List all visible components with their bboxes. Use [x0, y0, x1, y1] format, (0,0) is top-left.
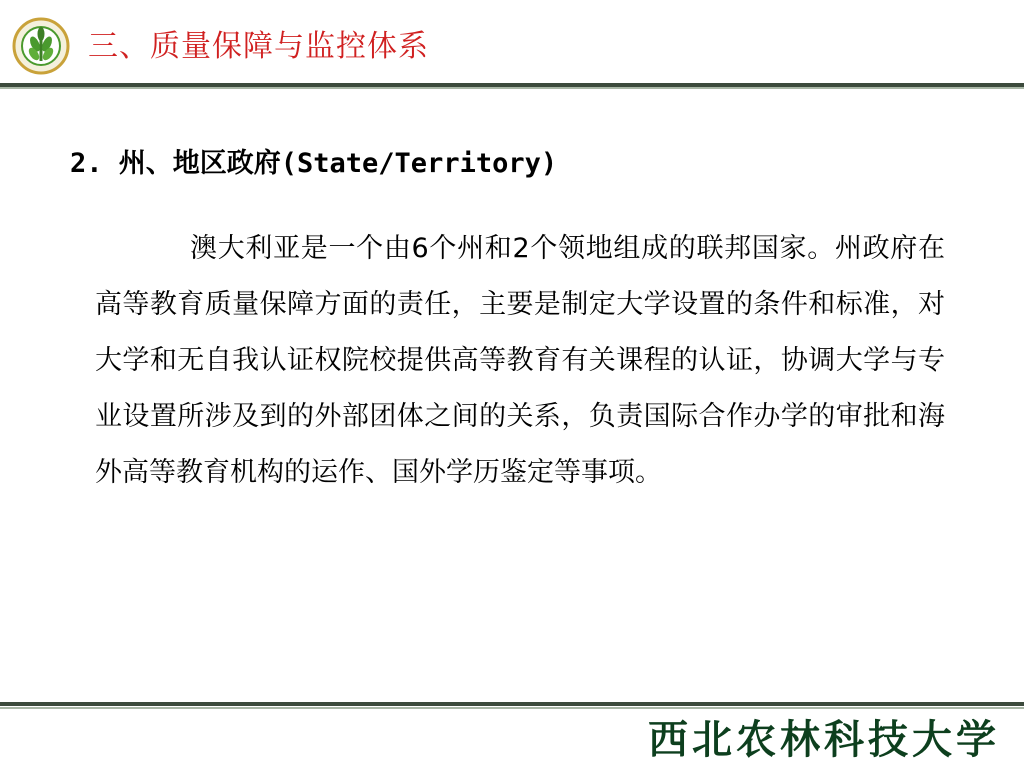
- slide-header: [0, 0, 1024, 84]
- footer-divider-accent: [0, 707, 1024, 709]
- university-emblem-icon: [12, 17, 70, 75]
- section-heading: 2. 州、地区政府(State/Territory): [70, 148, 558, 179]
- university-name-logotype: 西北农林科技大学: [648, 716, 1000, 763]
- header-divider-accent: [0, 87, 1024, 89]
- section-paragraph: 澳大利亚是一个由6个州和2个领地组成的联邦国家。州政府在高等教育质量保障方面的责任，主要是制定大学设置的条件和标准，对大学和无自我认证权院校提供高等教育有关课程的认证，协调大学与专业设置所涉及到的外部团体之间的关系，负责国际合作办学的审批和海外高等教育机构的运作、国外学历鉴定等事项。: [95, 233, 945, 488]
- slide-title: 三、质量保障与监控体系: [88, 29, 429, 64]
- footer-divider: [0, 702, 1024, 706]
